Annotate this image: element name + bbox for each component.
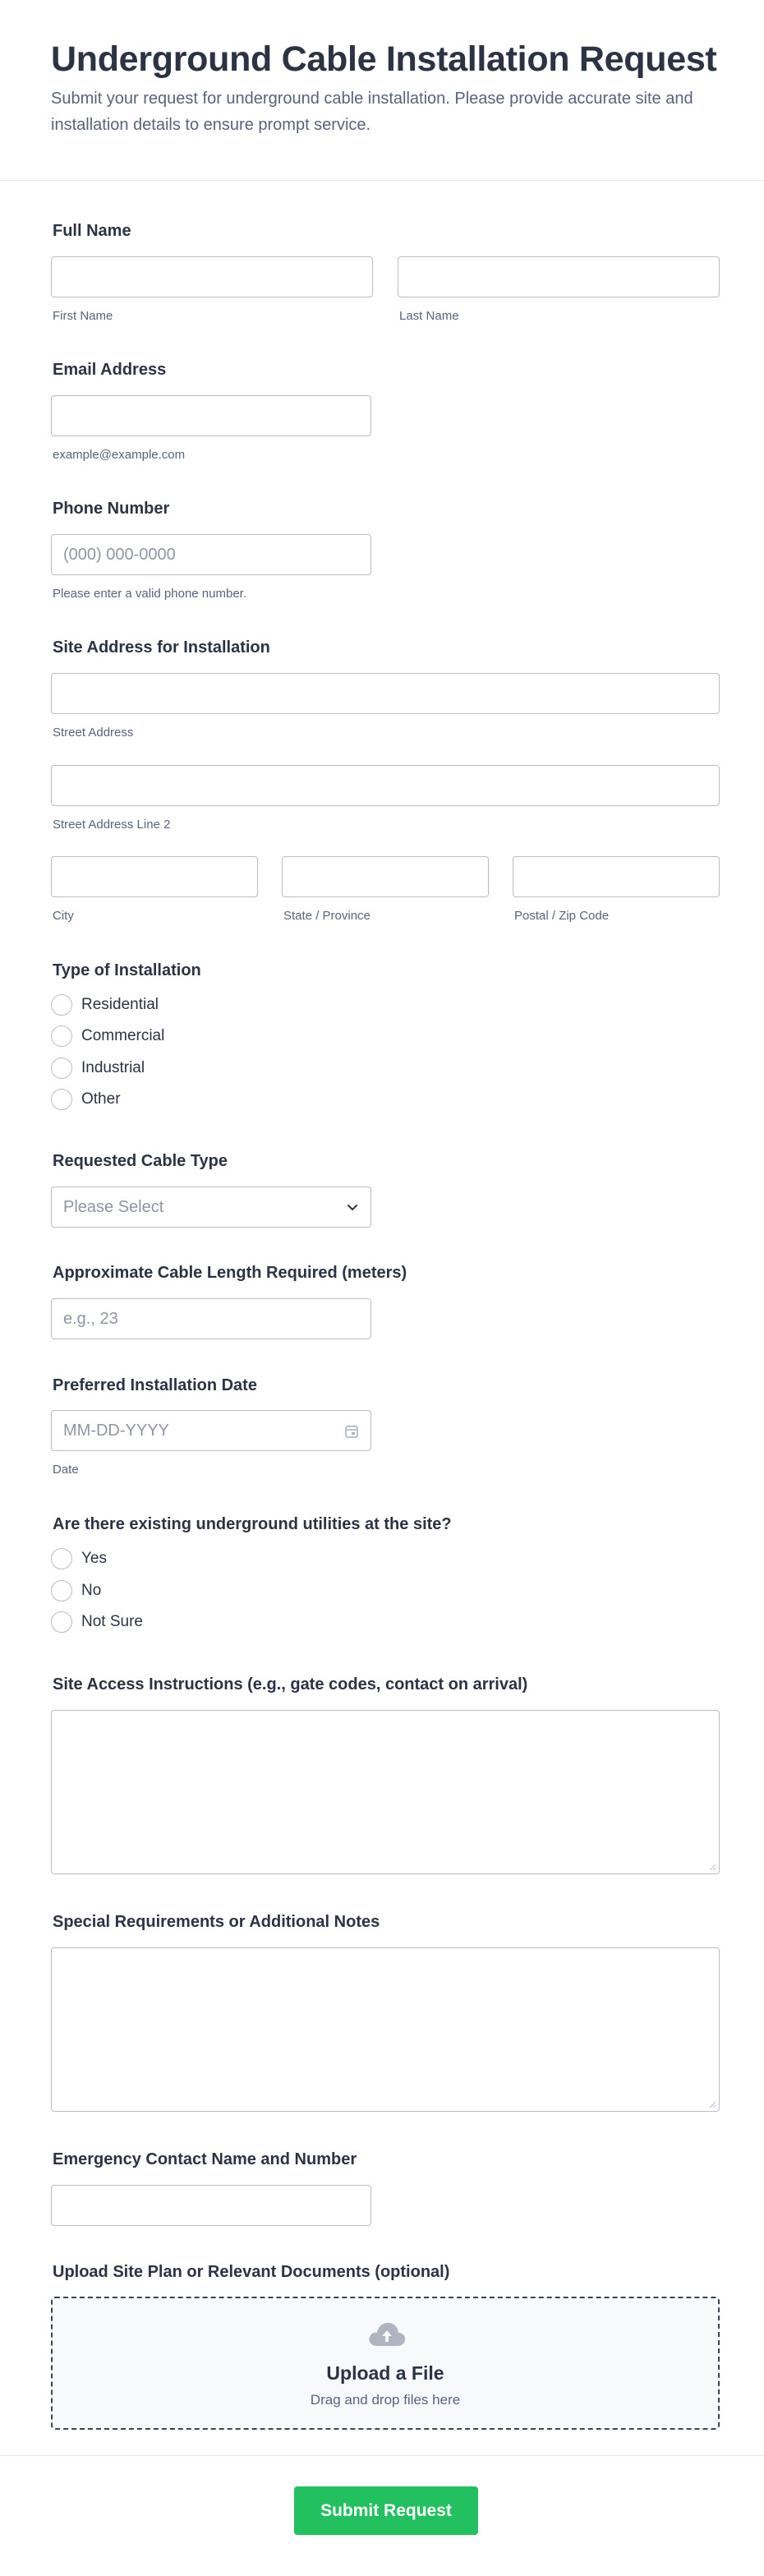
- cable-length-placeholder: e.g., 23: [63, 1310, 118, 1328]
- install-date-input[interactable]: [51, 1410, 371, 1451]
- street-address-2-input[interactable]: [51, 765, 720, 806]
- chevron-down-icon: [346, 1200, 359, 1214]
- phone-sublabel: Please enter a valid phone number.: [53, 587, 246, 601]
- full-name-label: Full Name: [53, 222, 131, 240]
- zip-sublabel: Postal / Zip Code: [514, 909, 610, 923]
- phone-label: Phone Number: [53, 500, 170, 518]
- radio-button[interactable]: [51, 1058, 72, 1079]
- street-address-2-sublabel: Street Address Line 2: [53, 818, 171, 832]
- radio-button[interactable]: [51, 1611, 72, 1633]
- radio-label: Yes: [81, 1550, 107, 1567]
- phone-placeholder: (000) 000-0000: [63, 546, 176, 564]
- email-label: Email Address: [53, 361, 167, 379]
- city-input[interactable]: [51, 856, 258, 897]
- address-label: Site Address for Installation: [53, 638, 270, 657]
- email-input[interactable]: [51, 395, 371, 436]
- cable-type-label: Requested Cable Type: [53, 1152, 228, 1170]
- radio-button[interactable]: [51, 1580, 72, 1601]
- calendar-icon[interactable]: [344, 1424, 359, 1439]
- city-sublabel: City: [53, 909, 74, 923]
- radio-button[interactable]: [51, 1548, 72, 1569]
- cable-length-input[interactable]: [51, 1298, 371, 1339]
- cable-type-placeholder: Please Select: [63, 1198, 164, 1216]
- utilities-label: Are there existing underground utilities at the site?: [53, 1515, 452, 1533]
- upload-label: Upload Site Plan or Relevant Documents (optional): [53, 2263, 450, 2281]
- radio-label: Residential: [81, 996, 159, 1013]
- radio-label: No: [81, 1582, 102, 1599]
- last-name-sublabel: Last Name: [399, 309, 459, 323]
- radio-label: Other: [81, 1090, 121, 1108]
- state-sublabel: State / Province: [283, 909, 370, 923]
- emergency-contact-input[interactable]: [51, 2185, 371, 2226]
- radio-button[interactable]: [51, 1025, 72, 1047]
- radio-label: Not Sure: [81, 1613, 143, 1630]
- street-address-sublabel: Street Address: [53, 726, 134, 740]
- footer-divider: [0, 2455, 764, 2456]
- install-date-sublabel: Date: [53, 1463, 79, 1477]
- radio-button[interactable]: [51, 1089, 72, 1110]
- emergency-contact-label: Emergency Contact Name and Number: [53, 2150, 357, 2168]
- street-address-input[interactable]: [51, 673, 720, 714]
- last-name-input[interactable]: [398, 256, 720, 297]
- zip-input[interactable]: [513, 856, 720, 897]
- upload-subtitle: Drag and drop files here: [310, 2392, 461, 2408]
- resize-handle-icon[interactable]: [708, 2100, 716, 2108]
- file-upload-dropzone[interactable]: [51, 2297, 720, 2430]
- notes-textarea[interactable]: [51, 1947, 720, 2112]
- phone-input[interactable]: [51, 534, 371, 575]
- email-sublabel: example@example.com: [53, 448, 186, 462]
- radio-label: Commercial: [81, 1027, 165, 1044]
- upload-title: Upload a File: [326, 2362, 444, 2384]
- site-access-label: Site Access Instructions (e.g., gate codes, contact on arrival): [53, 1675, 528, 1694]
- site-access-textarea[interactable]: [51, 1710, 720, 1874]
- resize-handle-icon[interactable]: [708, 1863, 716, 1871]
- radio-label: Industrial: [81, 1059, 145, 1076]
- cable-length-label: Approximate Cable Length Required (meters): [53, 1264, 407, 1282]
- radio-button[interactable]: [51, 994, 72, 1016]
- first-name-sublabel: First Name: [53, 309, 113, 323]
- install-date-placeholder: MM-DD-YYYY: [63, 1422, 169, 1440]
- install-date-label: Preferred Installation Date: [53, 1376, 257, 1394]
- state-input[interactable]: [282, 856, 489, 897]
- submit-button[interactable]: Submit Request: [294, 2486, 478, 2535]
- form-header: [0, 0, 764, 181]
- installation-type-label: Type of Installation: [53, 961, 201, 979]
- notes-label: Special Requirements or Additional Notes: [53, 1913, 380, 1931]
- cloud-upload-icon: [366, 2318, 407, 2351]
- cable-type-select[interactable]: [51, 1187, 371, 1228]
- first-name-input[interactable]: [51, 256, 373, 297]
- page-title: Underground Cable Installation Request: [51, 39, 717, 79]
- page-subtitle: Submit your request for underground cable installation. Please provide accurate site and installation details to ensure prompt service.: [51, 90, 693, 134]
